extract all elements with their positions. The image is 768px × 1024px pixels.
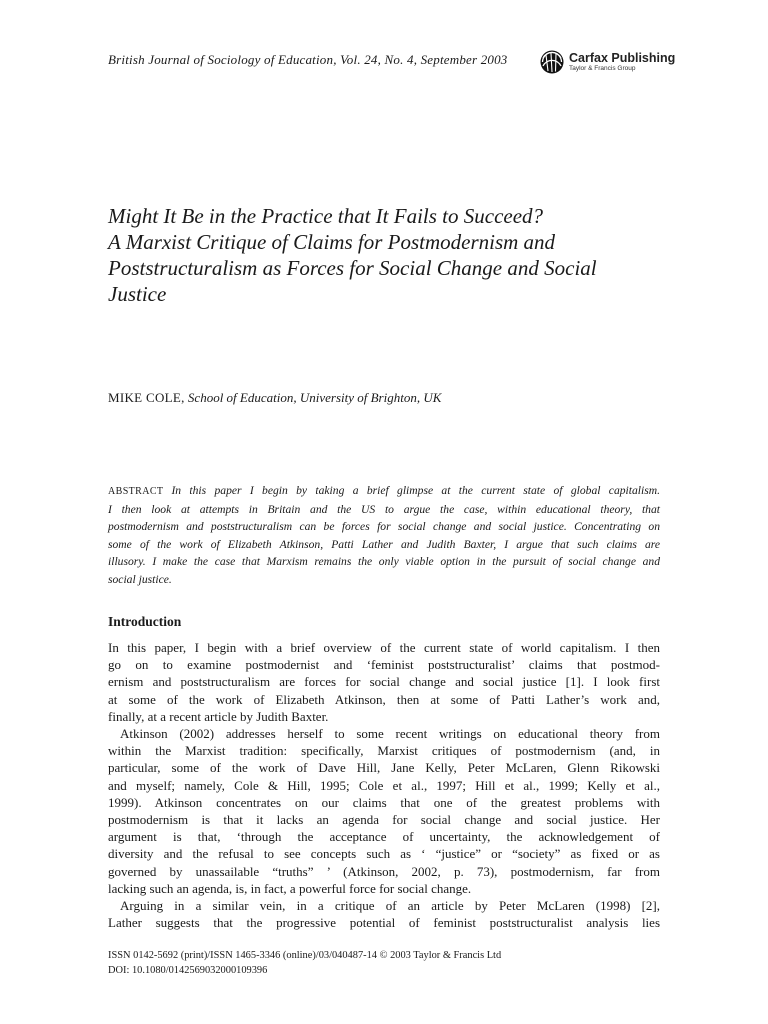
body-line: governed by unassailable “truths” ’ (Atkinson, 2002, p. 73), postmodernism, far from [108, 863, 660, 879]
body-line: within the Marxist tradition: specifically, Marxist critiques of postmodernism (and, in [108, 743, 660, 759]
doi-line: DOI: 10.1080/0142569032000109396 [108, 965, 268, 976]
abstract-line: some of the work of Elizabeth Atkinson, Patti Lather and Judith Baxter, I argue that such claims are [108, 537, 660, 551]
article-title [108, 203, 648, 307]
journal-header: British Journal of Sociology of Education, Vol. 24, No. 4, September 2003 [108, 52, 508, 67]
abstract [108, 482, 660, 588]
abstract-line: social justice. [108, 572, 172, 586]
body-line: finally, at a recent article by Judith Baxter. [108, 708, 329, 724]
carfax-logo-icon [540, 50, 564, 74]
body-line: Arguing in a similar vein, in a critique of an article by Peter McLaren (1998) [2], [120, 898, 660, 914]
body-line: Lather suggests that the progressive potential of feminist poststructuralist analysis lies [108, 915, 660, 931]
abstract-line-text: In this paper I begin by taking a brief glimpse at the current state of global capitalism. [171, 484, 660, 497]
title-line: Might It Be in the Practice that It Fails to Succeed? [108, 204, 544, 228]
body-text [108, 639, 660, 931]
body-line: particular, some of the work of Dave Hill, Jane Kelly, Peter McLaren, Glenn Rikowski [108, 760, 660, 776]
author-name: MIKE COLE, [108, 390, 185, 405]
body-line: and myself; namely, Cole & Hill, 1995; Cole et al., 1997; Hill et al., 1999; Kelly et al., [108, 777, 660, 793]
author-line [108, 390, 441, 406]
body-line: Atkinson (2002) addresses herself to some recent writings on educational theory from [120, 726, 660, 742]
body-line: argument is that, ‘through the acceptance of uncertainty, the acknowledgement of [108, 829, 660, 845]
abstract-line: postmodernism and poststructuralism can be forces for social change and social justice. Concentrating on [108, 520, 660, 533]
author-affiliation: School of Education, University of Brighton, UK [187, 390, 442, 405]
abstract-line: illusory. I make the case that Marxism remains the only viable option in the pursuit of social change and [108, 555, 660, 568]
title-line: Justice [108, 282, 167, 306]
body-line: lacking such an agenda, is, in fact, a powerful force for social change. [108, 880, 472, 896]
publisher-name: Carfax Publishing [569, 51, 676, 65]
body-line: diversity and the refusal to see concepts such as ‘ “justice” or “society” as fixed or as [108, 846, 660, 862]
title-line: A Marxist Critique of Claims for Postmodernism and [108, 230, 556, 254]
abstract-line [108, 482, 660, 501]
section-heading: Introduction [108, 614, 182, 629]
body-line: go on to examine postmodernist and ‘feminist poststructuralist’ claims that postmod- [108, 657, 660, 673]
publisher-text [569, 52, 675, 72]
body-line: In this paper, I begin with a brief overview of the current state of world capitalism. I then [108, 640, 660, 655]
body-line: postmodernism is that it lacks an agenda for social change and social justice. Her [108, 812, 660, 828]
abstract-line: I then look at attempts in Britain and the US to argue the case, within educational theory, that [108, 502, 660, 516]
footer [108, 948, 501, 978]
body-line: 1999). Atkinson concentrates on our claims that one of the greatest problems with [108, 794, 660, 810]
publisher-block [540, 50, 675, 74]
body-line: ernism and poststructuralism are forces for social change and social justice [1]. I look first [108, 674, 660, 690]
title-line: Poststructuralism as Forces for Social Change and Social [108, 256, 597, 280]
publisher-subtitle: Taylor & Francis Group [569, 64, 636, 72]
issn-line: ISSN 0142-5692 (print)/ISSN 1465-3346 (online)/03/040487-14 © 2003 Taylor & Francis Ltd [108, 950, 502, 961]
body-line: at some of the work of Elizabeth Atkinson, then at some of Patti Lather’s work and, [108, 691, 660, 707]
abstract-label: ABSTRACT [108, 486, 164, 497]
